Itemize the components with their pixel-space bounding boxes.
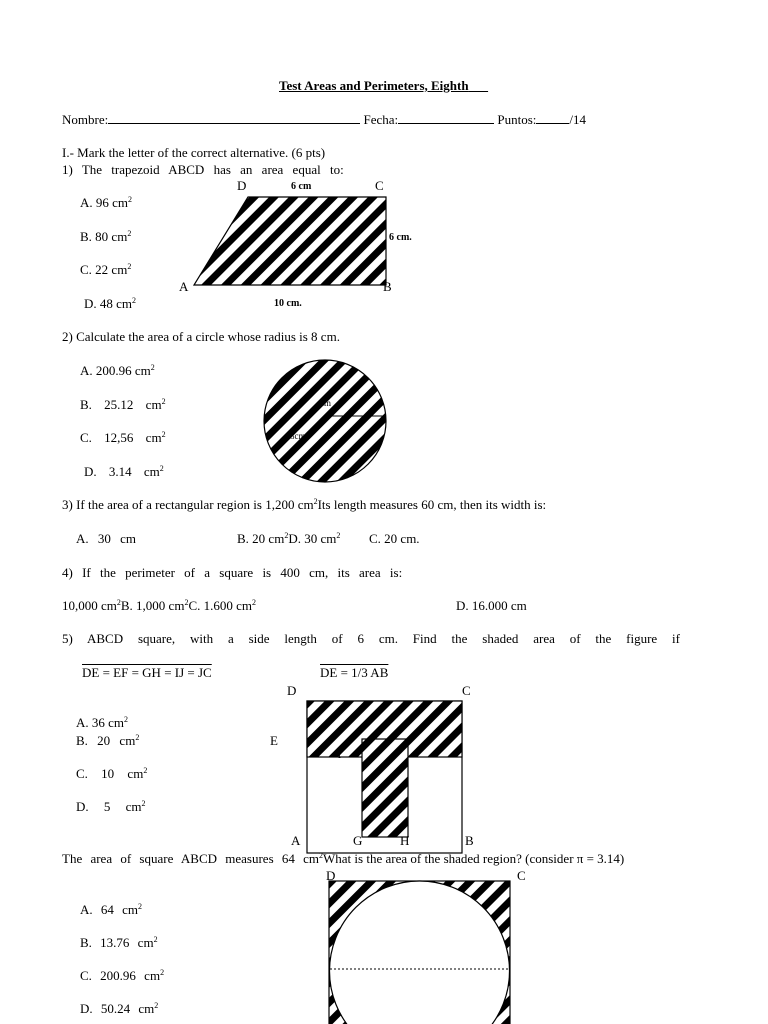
q4-text: 4) If the perimeter of a square is 400 cm, its area is: bbox=[62, 565, 403, 580]
q5-condition-2: DE = 1/3 AB bbox=[320, 665, 389, 680]
q1-option-d[interactable]: D. 48 $cm^2$ bbox=[84, 296, 137, 311]
q1-text: 1) The trapezoid ABCD has an area equal to: bbox=[62, 162, 344, 177]
q6-label-c: C bbox=[517, 868, 526, 883]
q2-radius-label: cm bbox=[320, 398, 331, 408]
date-blank[interactable] bbox=[398, 112, 494, 124]
circle-figure bbox=[262, 358, 388, 484]
q5-label-g: G bbox=[353, 833, 363, 848]
q1-label-a: A bbox=[179, 279, 189, 294]
q4-option-d[interactable]: D. 16.000 cm bbox=[456, 598, 527, 613]
q3-text: 3) If the area of a rectangular region is 1,200 $cm^2Its$ length measures 60 cm, then its width is: bbox=[62, 497, 547, 512]
q5-label-h: H bbox=[400, 833, 410, 848]
name-blank[interactable] bbox=[108, 112, 360, 124]
q6-label-d: D bbox=[326, 868, 336, 883]
q2-option-a[interactable]: A. 200.96 $cm^2$ bbox=[80, 363, 155, 378]
q5-option-d[interactable]: D. 5 $cm^2$ bbox=[76, 799, 146, 814]
q1-option-b[interactable]: B. 80 $cm^2$ bbox=[80, 229, 132, 244]
q2-option-b[interactable]: B. 25.12 $cm^2$ bbox=[80, 397, 166, 412]
q3-option-c[interactable]: C. 20 cm. bbox=[369, 531, 420, 546]
q4-options-abc[interactable]: 10,000 $cm^2B$. 1,000 $cm^2C$. 1.600 $cm^2$ bbox=[62, 598, 257, 613]
q6-option-a[interactable]: A. 64 $cm^2$ bbox=[80, 902, 143, 917]
q5-label-i: I bbox=[338, 750, 341, 760]
q5-label-e: E bbox=[270, 733, 278, 748]
q5-label-a: A bbox=[291, 833, 301, 848]
q5-text: 5) ABCD square, with a side length of 6 cm. Find the shaded area of the figure if bbox=[62, 631, 680, 646]
page-title: Test Areas and Perimeters, Eighth bbox=[279, 78, 469, 93]
q5-label-b: B bbox=[465, 833, 474, 848]
q5-label-c: C bbox=[462, 683, 471, 698]
t-shape-figure bbox=[306, 700, 464, 854]
q3-option-b-d[interactable]: B. 20 $cm^2D$. 30 $cm^2$ bbox=[237, 531, 341, 546]
q6-text: The area of square ABCD measures 64 $cm^2What$ is the area of the shaded region? (consider π = 3.14) bbox=[62, 851, 625, 866]
q2-text: 2) Calculate the area of a circle whose radius is 8 cm. bbox=[62, 329, 340, 344]
q6-option-b[interactable]: B. 13.76 $cm^2$ bbox=[80, 935, 158, 950]
date-label: Fecha: bbox=[363, 112, 399, 127]
q1-label-d: D bbox=[237, 178, 247, 193]
q1-label-c: C bbox=[375, 178, 384, 193]
trapezoid-figure bbox=[192, 195, 388, 287]
q5-label-d: D bbox=[287, 683, 297, 698]
q5-option-c[interactable]: C. 10 $cm^2$ bbox=[76, 766, 148, 781]
q1-option-a[interactable]: A. 96 $cm^2$ bbox=[80, 195, 133, 210]
q2-option-c[interactable]: C. 12,56 $cm^2$ bbox=[80, 430, 166, 445]
points-label: Puntos: bbox=[497, 112, 537, 127]
circle-in-square-figure bbox=[328, 880, 512, 1024]
q1-option-c[interactable]: C. 22 $cm^2$ bbox=[80, 262, 132, 277]
section-heading: I.- Mark the letter of the correct alternative. (6 pts) bbox=[62, 145, 326, 160]
q6-option-d[interactable]: D. 50.24 $cm^2$ bbox=[80, 1001, 159, 1016]
points-total: /14 bbox=[569, 112, 587, 127]
q2-option-d[interactable]: D. 3.14 $cm^2$ bbox=[84, 464, 164, 479]
q5-label-j: J bbox=[452, 732, 456, 742]
q5-option-b[interactable]: B. 20 $cm^2$ bbox=[76, 733, 140, 748]
q1-base-measure: 10 cm. bbox=[274, 298, 302, 309]
q1-side-measure: 6 cm. bbox=[389, 232, 412, 243]
q2-radius-label-2: 8cm bbox=[290, 431, 306, 441]
q5-option-a[interactable]: A. 36 $cm^2$ bbox=[76, 715, 129, 730]
q3-option-a[interactable]: A. 30 cm bbox=[76, 531, 137, 546]
name-label: Nombre: bbox=[62, 112, 109, 127]
name-field-row bbox=[62, 112, 586, 128]
q1-top-measure: 6 cm bbox=[291, 181, 312, 192]
q1-label-b: B bbox=[383, 279, 392, 294]
points-blank[interactable] bbox=[536, 112, 569, 124]
q6-option-c[interactable]: C. 200.96 $cm^2$ bbox=[80, 968, 165, 983]
q5-condition-1: DE = EF = GH = IJ = JC bbox=[82, 665, 212, 680]
